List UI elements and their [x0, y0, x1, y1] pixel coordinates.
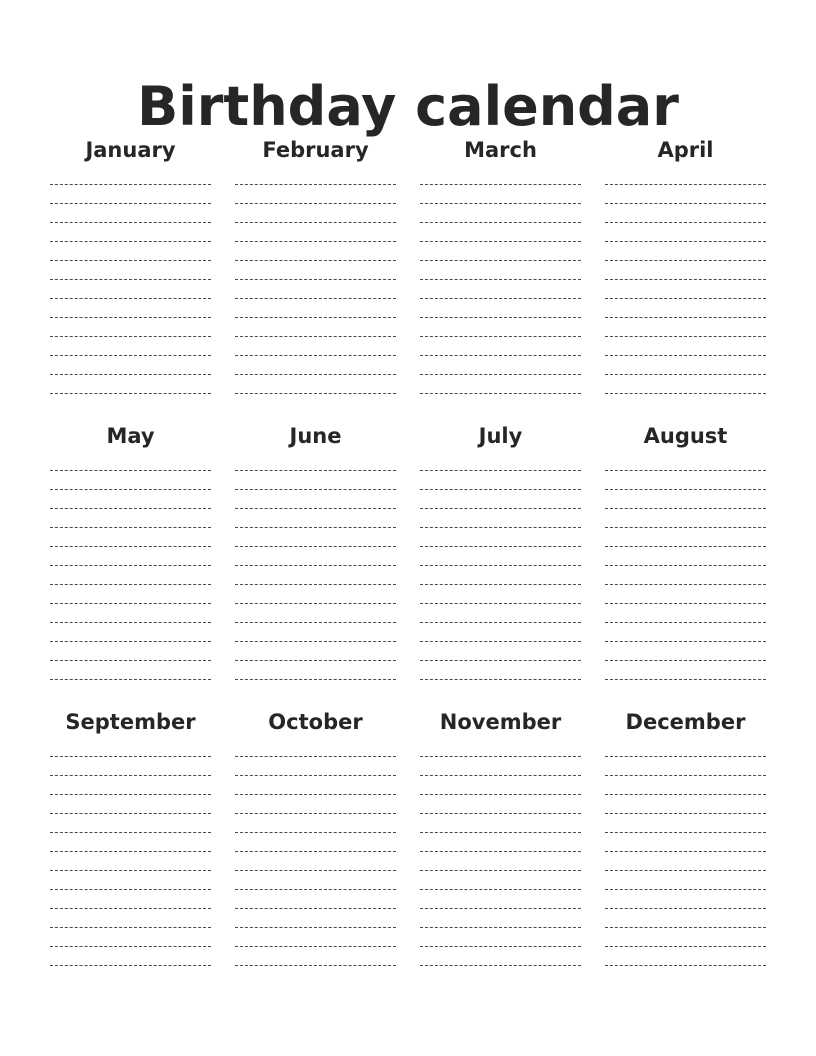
entry-line	[420, 795, 581, 814]
entry-line	[420, 814, 581, 833]
entry-line	[605, 299, 766, 318]
entry-lines	[50, 184, 211, 394]
entry-line	[605, 795, 766, 814]
entry-line	[235, 947, 396, 966]
entry-line	[235, 318, 396, 337]
entry-line	[420, 185, 581, 204]
entry-line	[50, 261, 211, 280]
entry-line	[605, 280, 766, 299]
entry-line	[50, 604, 211, 623]
entry-line	[605, 776, 766, 795]
entry-line	[50, 471, 211, 490]
month-name: October	[268, 710, 363, 734]
entry-line	[605, 261, 766, 280]
entry-line	[420, 490, 581, 509]
entry-line	[235, 814, 396, 833]
entry-lines	[420, 184, 581, 394]
month-name: September	[65, 710, 196, 734]
entry-line	[605, 375, 766, 394]
month-block-march	[420, 134, 581, 394]
entry-line	[605, 909, 766, 928]
entry-line	[605, 623, 766, 642]
entry-line	[605, 547, 766, 566]
entry-line	[605, 490, 766, 509]
entry-lines	[235, 470, 396, 680]
entry-line	[50, 356, 211, 375]
entry-line	[420, 871, 581, 890]
entry-line	[235, 471, 396, 490]
entry-line	[50, 566, 211, 585]
entry-line	[420, 757, 581, 776]
entry-line	[50, 490, 211, 509]
entry-line	[50, 642, 211, 661]
entry-line	[420, 528, 581, 547]
month-name: December	[625, 710, 746, 734]
entry-line	[420, 852, 581, 871]
entry-line	[420, 375, 581, 394]
month-name: July	[478, 424, 523, 448]
month-name: January	[85, 138, 176, 162]
entry-line	[605, 852, 766, 871]
entry-line	[235, 833, 396, 852]
entry-line	[605, 871, 766, 890]
entry-line	[50, 318, 211, 337]
entry-lines	[605, 184, 766, 394]
entry-line	[420, 318, 581, 337]
month-name: March	[464, 138, 537, 162]
entry-line	[605, 223, 766, 242]
entry-line	[605, 356, 766, 375]
entry-line	[50, 337, 211, 356]
entry-line	[50, 909, 211, 928]
entry-line	[605, 947, 766, 966]
entry-line	[50, 585, 211, 604]
entry-line	[420, 890, 581, 909]
entry-line	[235, 661, 396, 680]
entry-line	[420, 909, 581, 928]
entry-lines	[50, 470, 211, 680]
entry-line	[605, 337, 766, 356]
entry-line	[50, 547, 211, 566]
entry-line	[50, 928, 211, 947]
month-name: February	[262, 138, 369, 162]
entry-line	[420, 566, 581, 585]
month-block-june	[235, 420, 396, 680]
entry-line	[50, 185, 211, 204]
entry-line	[235, 337, 396, 356]
entry-line	[235, 490, 396, 509]
entry-line	[605, 566, 766, 585]
entry-line	[605, 318, 766, 337]
entry-line	[420, 280, 581, 299]
entry-lines	[50, 756, 211, 966]
entry-line	[50, 776, 211, 795]
entry-line	[605, 509, 766, 528]
entry-line	[605, 661, 766, 680]
month-block-may	[50, 420, 211, 680]
entry-line	[605, 528, 766, 547]
entry-line	[420, 947, 581, 966]
entry-line	[235, 528, 396, 547]
entry-line	[235, 928, 396, 947]
month-block-september	[50, 706, 211, 966]
entry-lines	[420, 470, 581, 680]
entry-line	[420, 547, 581, 566]
entry-line	[235, 356, 396, 375]
entry-line	[235, 852, 396, 871]
entry-line	[50, 833, 211, 852]
entry-line	[420, 642, 581, 661]
month-name: June	[289, 424, 342, 448]
month-block-february	[235, 134, 396, 394]
entry-line	[235, 566, 396, 585]
entry-lines	[235, 184, 396, 394]
entry-line	[605, 814, 766, 833]
entry-line	[420, 242, 581, 261]
month-block-january	[50, 134, 211, 394]
entry-line	[235, 261, 396, 280]
entry-lines	[235, 756, 396, 966]
entry-line	[50, 661, 211, 680]
entry-line	[50, 375, 211, 394]
entry-line	[50, 509, 211, 528]
entry-line	[235, 299, 396, 318]
entry-line	[50, 204, 211, 223]
entry-line	[420, 261, 581, 280]
entry-line	[420, 204, 581, 223]
month-name: April	[657, 138, 714, 162]
entry-line	[420, 833, 581, 852]
month-block-november	[420, 706, 581, 966]
entry-line	[420, 299, 581, 318]
entry-line	[420, 604, 581, 623]
month-block-july	[420, 420, 581, 680]
entry-lines	[605, 756, 766, 966]
entry-line	[235, 375, 396, 394]
entry-line	[50, 757, 211, 776]
entry-line	[605, 585, 766, 604]
entry-line	[50, 280, 211, 299]
entry-line	[235, 871, 396, 890]
month-name: November	[439, 710, 562, 734]
entry-line	[420, 585, 581, 604]
entry-line	[235, 204, 396, 223]
entry-line	[235, 776, 396, 795]
entry-line	[235, 909, 396, 928]
entry-line	[420, 223, 581, 242]
entry-line	[50, 947, 211, 966]
entry-line	[420, 356, 581, 375]
entry-line	[420, 928, 581, 947]
entry-line	[605, 604, 766, 623]
entry-line	[420, 623, 581, 642]
entry-line	[50, 528, 211, 547]
entry-line	[605, 833, 766, 852]
entry-line	[605, 204, 766, 223]
entry-line	[605, 471, 766, 490]
entry-line	[50, 242, 211, 261]
month-block-october	[235, 706, 396, 966]
entry-line	[605, 890, 766, 909]
entry-line	[50, 299, 211, 318]
entry-line	[605, 928, 766, 947]
entry-line	[420, 471, 581, 490]
month-name: May	[106, 424, 155, 448]
entry-line	[605, 185, 766, 204]
entry-line	[420, 661, 581, 680]
entry-line	[235, 757, 396, 776]
entry-line	[235, 185, 396, 204]
entry-line	[235, 604, 396, 623]
entry-line	[235, 585, 396, 604]
entry-line	[235, 280, 396, 299]
month-grid	[50, 134, 767, 966]
entry-line	[50, 223, 211, 242]
entry-line	[50, 814, 211, 833]
entry-line	[420, 337, 581, 356]
entry-line	[605, 757, 766, 776]
month-block-august	[605, 420, 766, 680]
entry-line	[420, 509, 581, 528]
entry-line	[235, 623, 396, 642]
entry-line	[605, 242, 766, 261]
entry-line	[235, 547, 396, 566]
entry-line	[235, 509, 396, 528]
entry-line	[235, 890, 396, 909]
entry-lines	[605, 470, 766, 680]
entry-line	[50, 795, 211, 814]
month-block-april	[605, 134, 766, 394]
entry-line	[50, 871, 211, 890]
entry-line	[50, 623, 211, 642]
entry-line	[235, 242, 396, 261]
entry-lines	[420, 756, 581, 966]
entry-line	[235, 642, 396, 661]
entry-line	[50, 890, 211, 909]
month-block-december	[605, 706, 766, 966]
entry-line	[235, 795, 396, 814]
month-name: August	[643, 424, 728, 448]
entry-line	[605, 642, 766, 661]
entry-line	[50, 852, 211, 871]
page-title: Birthday calendar	[137, 75, 679, 139]
entry-line	[235, 223, 396, 242]
entry-line	[420, 776, 581, 795]
